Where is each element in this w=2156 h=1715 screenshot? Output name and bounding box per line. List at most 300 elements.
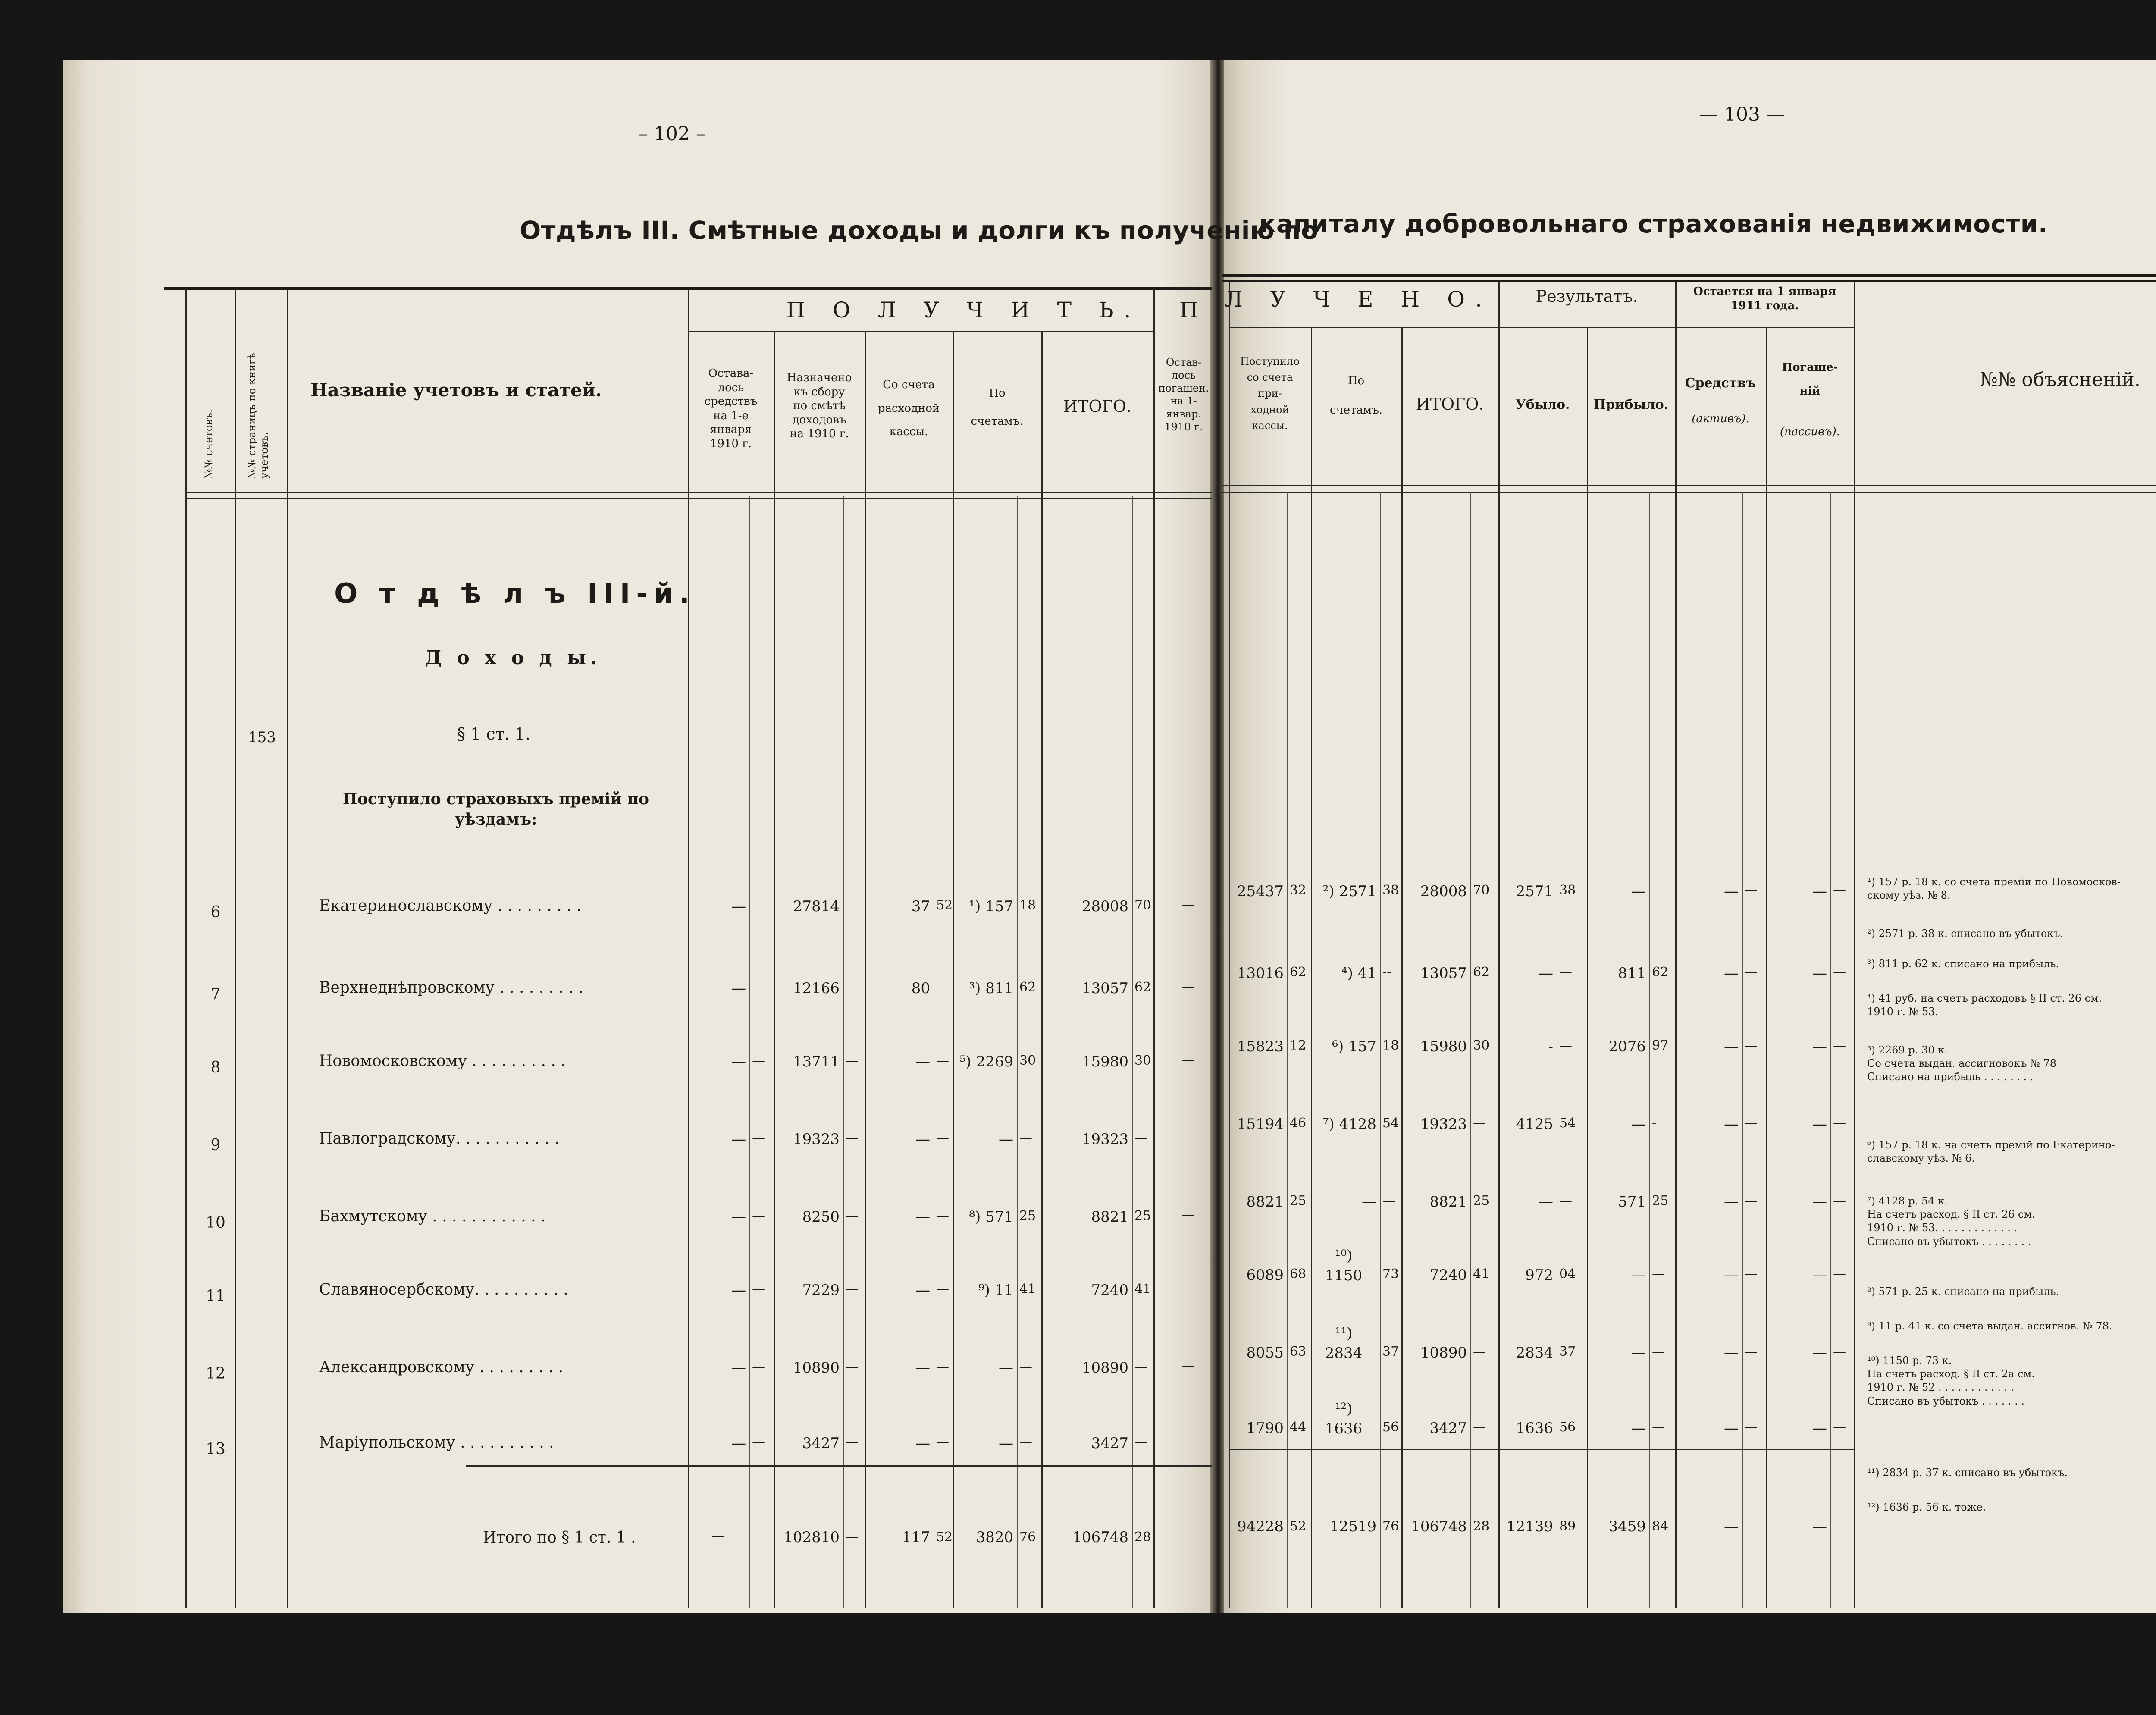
hline-received (1229, 327, 1854, 328)
cell-prof-kop: — (1652, 1267, 1665, 1282)
cell-racc-kop: -- (1382, 965, 1391, 980)
cell-exp: 37 (911, 898, 930, 915)
cell-acc-kop: 25 (1019, 1208, 1036, 1223)
explanation-note: ²) 2571 р. 38 к. списано въ убытокъ. (1867, 928, 2064, 940)
row-number: 11 (206, 1287, 226, 1305)
cell-cash-kop: 32 (1290, 883, 1307, 898)
cell-cash-kop: 25 (1290, 1193, 1307, 1208)
total-tot: 106748 (1072, 1529, 1128, 1546)
cell-cut: — (1181, 1281, 1194, 1296)
table-top-rule-right (1222, 274, 2156, 277)
vline-kop (1017, 496, 1018, 1608)
cell-acc: ⁹) 11 (978, 1282, 1013, 1299)
cell-rp-kop: — (1833, 1116, 1846, 1131)
cell-racc-kop: — (1382, 1193, 1395, 1208)
cell-rem-kop: — (752, 1359, 765, 1374)
cell-assign-kop: — (846, 1359, 859, 1374)
row-name: Екатеринославскому . . . . . . . . . (319, 897, 582, 915)
cell-loss-kop: — (1559, 965, 1572, 980)
header-receive: П О Л У Ч И Т Ь. (786, 298, 1141, 323)
cell-rp: — (1812, 1116, 1827, 1133)
cell-cut: — (1181, 1130, 1194, 1145)
cell-as: — (1724, 883, 1739, 900)
row-name: Маріупольскому . . . . . . . . . . (319, 1434, 554, 1452)
cell-exp-kop: — (936, 1435, 949, 1450)
section-title: О т д ѣ л ъ III-й. (334, 578, 696, 610)
cell-prof: 811 (1618, 965, 1646, 982)
cell-rtot-kop: 30 (1473, 1038, 1490, 1053)
header-by-accounts-r: По счетамъ. (1329, 374, 1383, 417)
header-repay-sub: (пассивъ). (1780, 425, 1840, 438)
explanation-note: ⁷) 4128 р. 54 к. На счетъ расход. § II ст. 26 см. 1910 г. № 53. . . . . . . . . . . . . Списано въ убытокъ . . . . . . . . (1867, 1195, 2035, 1248)
vline (185, 289, 187, 1608)
cell-rp-kop: — (1833, 1420, 1846, 1435)
cell-prof-kop: 97 (1652, 1038, 1669, 1053)
vline (774, 332, 775, 1608)
cell-as-kop: — (1745, 1420, 1758, 1435)
cell-cash: 8055 (1246, 1344, 1284, 1361)
cell-as-kop: — (1745, 1267, 1758, 1282)
cell-exp: — (915, 1359, 930, 1376)
cell-cash-kop: 12 (1290, 1038, 1307, 1053)
cell-rem-kop: — (752, 1053, 765, 1068)
cell-rtot-kop: 41 (1473, 1267, 1490, 1282)
cell-tot-kop: 30 (1134, 1053, 1151, 1068)
cell-rtot: 8821 (1429, 1193, 1467, 1210)
cell-rp: — (1812, 1344, 1827, 1361)
cell-tot-kop: — (1134, 1131, 1147, 1146)
total-rtot: 106748 (1411, 1518, 1467, 1535)
cell-acc: — (999, 1435, 1013, 1452)
cell-loss: 2834 (1516, 1344, 1553, 1361)
cell-exp-kop: — (936, 980, 949, 995)
cell-rem-kop: — (752, 1208, 765, 1223)
cell-assign: 19323 (793, 1131, 840, 1148)
cell-tot-kop: 41 (1134, 1282, 1151, 1297)
explanation-note: ⁸) 571 р. 25 к. списано на прибыль. (1867, 1285, 2059, 1298)
cell-as: — (1724, 1420, 1739, 1437)
cell-tot-kop: — (1134, 1359, 1147, 1374)
explanation-note: ¹²) 1636 р. 56 к. тоже. (1867, 1501, 1986, 1513)
cell-rtot-kop: — (1473, 1116, 1486, 1131)
cell-assign-kop: — (846, 898, 859, 913)
cell-cash: 1790 (1246, 1420, 1284, 1437)
cell-loss: — (1539, 965, 1553, 982)
cell-loss-kop: 04 (1559, 1267, 1576, 1282)
cell-rem-kop: — (752, 1131, 765, 1146)
vline (688, 289, 689, 1608)
cell-tot-kop: — (1134, 1435, 1147, 1450)
cell-acc-kop: 41 (1019, 1282, 1036, 1297)
header-explanations: №№ объясненій. (1980, 369, 2140, 391)
vline-kop (843, 496, 844, 1608)
cell-as: — (1724, 1344, 1739, 1361)
cell-prof: 571 (1618, 1193, 1646, 1210)
cell-assign: 8250 (802, 1208, 840, 1226)
header-repay: Погаше- ній (1782, 361, 1838, 398)
total-cash: 94228 (1237, 1518, 1284, 1535)
vline (1675, 282, 1677, 1608)
header-name: Названіе учетовъ и статей. (310, 379, 602, 401)
cell-rtot: 19323 (1420, 1116, 1467, 1133)
total-acc-kop: 76 (1019, 1530, 1036, 1545)
cell-acc: ⁸) 571 (969, 1208, 1013, 1226)
header-remains: Остается на 1 января 1911 года. (1693, 285, 1836, 312)
cell-exp: — (915, 1435, 930, 1452)
total-rule-right (1229, 1449, 1854, 1450)
cell-loss-kop: — (1559, 1193, 1572, 1208)
cell-acc: ⁵) 2269 (959, 1053, 1013, 1070)
cell-rp: — (1812, 1267, 1827, 1284)
vline (953, 332, 954, 1608)
cell-rtot-kop: — (1473, 1344, 1486, 1359)
cell-loss: - (1548, 1038, 1553, 1055)
cell-loss-kop: 38 (1559, 883, 1576, 898)
cell-tot: 7240 (1091, 1282, 1128, 1299)
cell-rp-kop: — (1833, 1193, 1846, 1208)
cell-exp: 80 (911, 980, 930, 997)
cell-racc: ¹⁰) 1150 (1325, 1247, 1363, 1284)
total-rp: — (1812, 1518, 1827, 1535)
cell-rem-kop: — (752, 1435, 765, 1450)
cell-cut: — (1181, 897, 1194, 912)
vline (235, 289, 236, 1608)
cell-as-kop: — (1745, 1193, 1758, 1208)
cell-rp: — (1812, 1038, 1827, 1055)
cell-loss: 1636 (1516, 1420, 1553, 1437)
cell-prof-kop: — (1652, 1344, 1665, 1359)
header-assigned: Назначено къ сбору по смѣтѣ доходовъ на 1910 г. (787, 371, 852, 440)
cell-prof-kop: 62 (1652, 965, 1669, 980)
cell-rp: — (1812, 965, 1827, 982)
left-page-number: – 102 – (638, 123, 705, 145)
cell-assign: 13711 (793, 1053, 840, 1070)
row-number: 12 (206, 1365, 226, 1383)
cell-as-kop: — (1745, 1344, 1758, 1359)
cell-cash: 8821 (1246, 1193, 1284, 1210)
explanation-note: ⁴) 41 руб. на счетъ расходовъ § II ст. 26 см. 1910 г. № 53. (1867, 992, 2102, 1018)
total-label: Итого по § 1 ст. 1 . (483, 1529, 636, 1546)
cell-racc-kop: 38 (1382, 883, 1399, 898)
cell-racc-kop: 73 (1382, 1267, 1399, 1282)
total-cash-kop: 52 (1290, 1519, 1307, 1534)
cell-cash: 15823 (1237, 1038, 1284, 1055)
cell-prof: 2076 (1608, 1038, 1646, 1055)
cell-assign-kop: — (846, 1208, 859, 1223)
cell-as-kop: — (1745, 1038, 1758, 1053)
vline-kop (749, 496, 750, 1608)
cell-rp-kop: — (1833, 1344, 1846, 1359)
vline (1153, 289, 1155, 1608)
cell-acc-kop: — (1019, 1359, 1032, 1374)
cell-rem: — (731, 1053, 746, 1070)
cell-racc-kop: 54 (1382, 1116, 1399, 1131)
vline-kop (1132, 496, 1133, 1608)
row-number: 7 (210, 985, 221, 1003)
row-number: 8 (210, 1059, 221, 1076)
cell-exp: — (915, 1053, 930, 1070)
row-name: Новомосковскому . . . . . . . . . . (319, 1052, 566, 1070)
cell-loss: — (1539, 1193, 1553, 1210)
row-name: Бахмутскому . . . . . . . . . . . . (319, 1207, 546, 1225)
cell-cash: 25437 (1237, 883, 1284, 900)
total-as-kop: — (1745, 1519, 1758, 1534)
cell-tot-kop: 25 (1134, 1208, 1151, 1223)
cell-cash: 13016 (1237, 965, 1284, 982)
row-number: 9 (210, 1136, 221, 1154)
vline-kop (1287, 492, 1288, 1608)
cell-cut: — (1181, 1052, 1194, 1067)
total-prof-kop: 84 (1652, 1519, 1669, 1534)
total-rule-left (466, 1465, 1212, 1467)
section-group: Поступило страховыхъ премій по уѣздамъ: (342, 790, 649, 828)
cell-exp-kop: — (936, 1053, 949, 1068)
cell-rtot-kop: — (1473, 1420, 1486, 1435)
cell-cash-kop: 44 (1290, 1420, 1307, 1435)
cell-rp: — (1812, 1193, 1827, 1210)
cell-loss-kop: — (1559, 1038, 1572, 1053)
header-total: ИТОГО. (1063, 397, 1132, 416)
cell-prof-kop: 25 (1652, 1193, 1669, 1208)
cell-tot: 15980 (1081, 1053, 1128, 1070)
right-page-title: капиталу добровольнаго страхованія недвижимости. (1259, 209, 2048, 238)
hline-receive (688, 331, 1153, 332)
cell-assign: 10890 (793, 1359, 840, 1376)
cell-acc-kop: 62 (1019, 980, 1036, 995)
cell-prof: — (1631, 1267, 1646, 1284)
cell-cash-kop: 63 (1290, 1344, 1307, 1359)
total-loss-kop: 89 (1559, 1519, 1576, 1534)
cell-tot: 10890 (1081, 1359, 1128, 1376)
cell-prof-kop: — (1652, 1420, 1665, 1435)
cell-rem-kop: — (752, 1282, 765, 1297)
cell-cash-kop: 62 (1290, 965, 1307, 980)
cell-cash: 15194 (1237, 1116, 1284, 1133)
left-page-title: Отдѣлъ III. Смѣтные доходы и долги къ полученію по (520, 216, 1319, 245)
vline (865, 332, 866, 1608)
header-received: Л У Ч Е Н О. (1225, 287, 1492, 312)
cell-loss: 2571 (1516, 883, 1553, 900)
cell-tot: 8821 (1091, 1208, 1128, 1226)
cell-exp-kop: 52 (936, 898, 953, 913)
cell-rp-kop: — (1833, 883, 1846, 898)
cell-rp-kop: — (1833, 1267, 1846, 1282)
cell-rp: — (1812, 1420, 1827, 1437)
cell-racc: ¹¹) 2834 (1325, 1325, 1363, 1362)
explanation-note: ⁹) 11 р. 41 к. со счета выдан. ассигнов. № 78. (1867, 1320, 2112, 1332)
cell-racc: ¹²) 1636 (1325, 1400, 1363, 1437)
cell-tot: 28008 (1081, 898, 1128, 915)
total-as: — (1724, 1518, 1739, 1535)
row-name: Александровскому . . . . . . . . . (319, 1358, 564, 1376)
header-result: Результатъ. (1536, 287, 1638, 306)
explanation-note: ¹⁰) 1150 р. 73 к. На счетъ расход. § II ст. 2а см. 1910 г. № 52 . . . . . . . . . . . . Списано въ убытокъ . . . . . . . (1867, 1354, 2035, 1407)
header-from-expense: Со счета расходной кассы. (877, 378, 940, 439)
cell-exp: — (915, 1131, 930, 1148)
cell-tot: 13057 (1081, 980, 1128, 997)
cell-assign: 12166 (793, 980, 840, 997)
table-top-rule-right-2 (1222, 280, 2156, 282)
cell-racc: ⁷) 4128 (1322, 1116, 1376, 1133)
total-prof: 3459 (1608, 1518, 1646, 1535)
header-total-r: ИТОГО. (1416, 395, 1484, 414)
header-assets-sub: (активъ). (1692, 412, 1749, 425)
cell-loss: 972 (1525, 1267, 1553, 1284)
right-page-number: — 103 — (1699, 103, 1785, 125)
cell-tot-kop: 70 (1134, 898, 1151, 913)
cell-as-kop: — (1745, 965, 1758, 980)
cell-rtot: 3427 (1429, 1420, 1467, 1437)
vline-kop (1742, 492, 1743, 1608)
cell-rp: — (1812, 883, 1827, 900)
header-acc-no: №№ счетовъ. (203, 409, 215, 479)
row-number: 13 (206, 1440, 226, 1458)
cell-as: — (1724, 1267, 1739, 1284)
cell-rtot-kop: 62 (1473, 965, 1490, 980)
cell-acc-kop: — (1019, 1131, 1032, 1146)
cell-as: — (1724, 1116, 1739, 1133)
cell-cash: 6089 (1246, 1267, 1284, 1284)
cell-exp-kop: — (936, 1282, 949, 1297)
header-remained-debt: Остав- лось погашен. на 1- январ. 1910 г. (1158, 356, 1209, 433)
cell-prof: — (1631, 883, 1646, 900)
total-exp: 117 (902, 1529, 930, 1546)
row-name: Верхнеднѣпровскому . . . . . . . . . (319, 979, 583, 997)
cell-rem: — (731, 1359, 746, 1376)
cell-as-kop: — (1745, 1116, 1758, 1131)
cell-rtot-kop: 70 (1473, 883, 1490, 898)
cell-assign-kop: — (846, 980, 859, 995)
explanation-note: ¹¹) 2834 р. 37 к. списано въ убытокъ. (1867, 1467, 2068, 1479)
explanation-note: ³) 811 р. 62 к. списано на прибыль. (1867, 958, 2059, 970)
explanation-note: ¹) 157 р. 18 к. со счета преміи по Новомосков- скому уѣз. № 8. (1867, 876, 2121, 902)
total-assign: 102810 (783, 1529, 840, 1546)
explanation-note: ⁵) 2269 р. 30 к. Со счета выдан. ассигновокъ № 78 Списано на прибыль . . . . . . . . (1867, 1044, 2057, 1083)
cell-rtot: 7240 (1429, 1267, 1467, 1284)
cell-exp-kop: — (936, 1208, 949, 1223)
total-rp-kop: — (1833, 1519, 1846, 1534)
total-rtot-kop: 28 (1473, 1519, 1490, 1534)
cell-rem: — (731, 1131, 746, 1148)
cell-prof-kop: - (1652, 1116, 1657, 1131)
cell-rem: — (731, 980, 746, 997)
cell-cash-kop: 68 (1290, 1267, 1307, 1282)
cell-exp: — (915, 1282, 930, 1299)
cell-rem: — (731, 1282, 746, 1299)
cell-prof: — (1631, 1344, 1646, 1361)
cell-acc: ³) 811 (969, 980, 1013, 997)
header-bottom-rule-right (1222, 485, 2156, 486)
header-book-pages: №№ страницъ по книгѣ учетовъ. (246, 353, 270, 479)
cell-rtot: 15980 (1420, 1038, 1467, 1055)
header-from-cash: Поступило со счета при- ходной кассы. (1240, 355, 1300, 432)
cell-tot: 3427 (1091, 1435, 1128, 1452)
vline (1229, 282, 1230, 1608)
cell-rp-kop: — (1833, 1038, 1846, 1053)
total-loss: 12139 (1506, 1518, 1553, 1535)
header-left-cut: П (1179, 298, 1198, 323)
cell-acc-kop: 30 (1019, 1053, 1036, 1068)
cell-rem: — (731, 1208, 746, 1226)
cell-rem: — (731, 898, 746, 915)
cell-rp-kop: — (1833, 965, 1846, 980)
total-tot-kop: 28 (1134, 1530, 1151, 1545)
cell-tot-kop: 62 (1134, 980, 1151, 995)
cell-exp-kop: — (936, 1131, 949, 1146)
total-acc: 3820 (976, 1529, 1013, 1546)
header-bottom-rule-left (185, 492, 1212, 493)
cell-cut: — (1181, 1207, 1194, 1223)
cell-cut: — (1181, 979, 1194, 994)
cell-racc: ⁴) 41 (1341, 965, 1376, 982)
cell-loss-kop: 56 (1559, 1420, 1576, 1435)
cell-tot: 19323 (1081, 1131, 1128, 1148)
cell-acc-kop: 18 (1019, 898, 1036, 913)
cell-rem: — (731, 1435, 746, 1452)
cell-as: — (1724, 1193, 1739, 1210)
cell-assign-kop: — (846, 1435, 859, 1450)
total-racc: 12519 (1329, 1518, 1376, 1535)
row-name: Славяносербскому. . . . . . . . . . (319, 1281, 568, 1298)
cell-cut: — (1181, 1358, 1194, 1373)
cell-acc: — (999, 1359, 1013, 1376)
header-loss: Убыло. (1515, 397, 1570, 412)
cell-assign: 7229 (802, 1282, 840, 1299)
total-rem: — (711, 1529, 724, 1544)
header-assets: Средствъ (1685, 376, 1756, 391)
cell-prof: — (1631, 1420, 1646, 1437)
cell-rem-kop: — (752, 980, 765, 995)
cell-cash-kop: 46 (1290, 1116, 1307, 1131)
cell-racc: — (1362, 1193, 1376, 1210)
cell-as: — (1724, 1038, 1739, 1055)
cell-assign-kop: — (846, 1053, 859, 1068)
cell-loss: 4125 (1516, 1116, 1553, 1133)
cell-acc-kop: — (1019, 1435, 1032, 1450)
cell-racc: ²) 2571 (1322, 883, 1376, 900)
cell-as: — (1724, 965, 1739, 982)
vline-kop (1649, 492, 1650, 1608)
section-page-ref: 153 (248, 729, 276, 746)
vline-kop (1470, 492, 1471, 1608)
vline-kop (1830, 492, 1831, 1608)
cell-exp-kop: — (936, 1359, 949, 1374)
cell-cut: — (1181, 1434, 1194, 1449)
cell-exp: — (915, 1208, 930, 1226)
row-number: 10 (206, 1214, 226, 1232)
header-profit: Прибыло. (1593, 397, 1669, 412)
cell-racc-kop: 18 (1382, 1038, 1399, 1053)
total-exp-kop: 52 (936, 1530, 953, 1545)
cell-racc-kop: 56 (1382, 1420, 1399, 1435)
cell-loss-kop: 54 (1559, 1116, 1576, 1131)
vline (1498, 282, 1500, 1608)
vline (1854, 282, 1855, 1608)
cell-acc: ¹) 157 (969, 898, 1013, 915)
cell-as-kop: — (1745, 883, 1758, 898)
book-gutter (1210, 60, 1224, 1613)
section-paragraph: § 1 ст. 1. (457, 724, 531, 743)
row-name: Павлоградскому. . . . . . . . . . . (319, 1130, 560, 1148)
cell-rem-kop: — (752, 898, 765, 913)
explanation-note: ⁶) 157 р. 18 к. на счетъ премій по Екатерино- славскому уѣз. № 6. (1867, 1139, 2115, 1165)
cell-assign-kop: — (846, 1131, 859, 1146)
header-remained: Остава- лось средствъ на 1-е января 1910 г. (704, 367, 758, 450)
cell-rtot: 10890 (1420, 1344, 1467, 1361)
cell-rtot: 28008 (1420, 883, 1467, 900)
vline (287, 289, 288, 1608)
row-number: 6 (210, 903, 221, 921)
